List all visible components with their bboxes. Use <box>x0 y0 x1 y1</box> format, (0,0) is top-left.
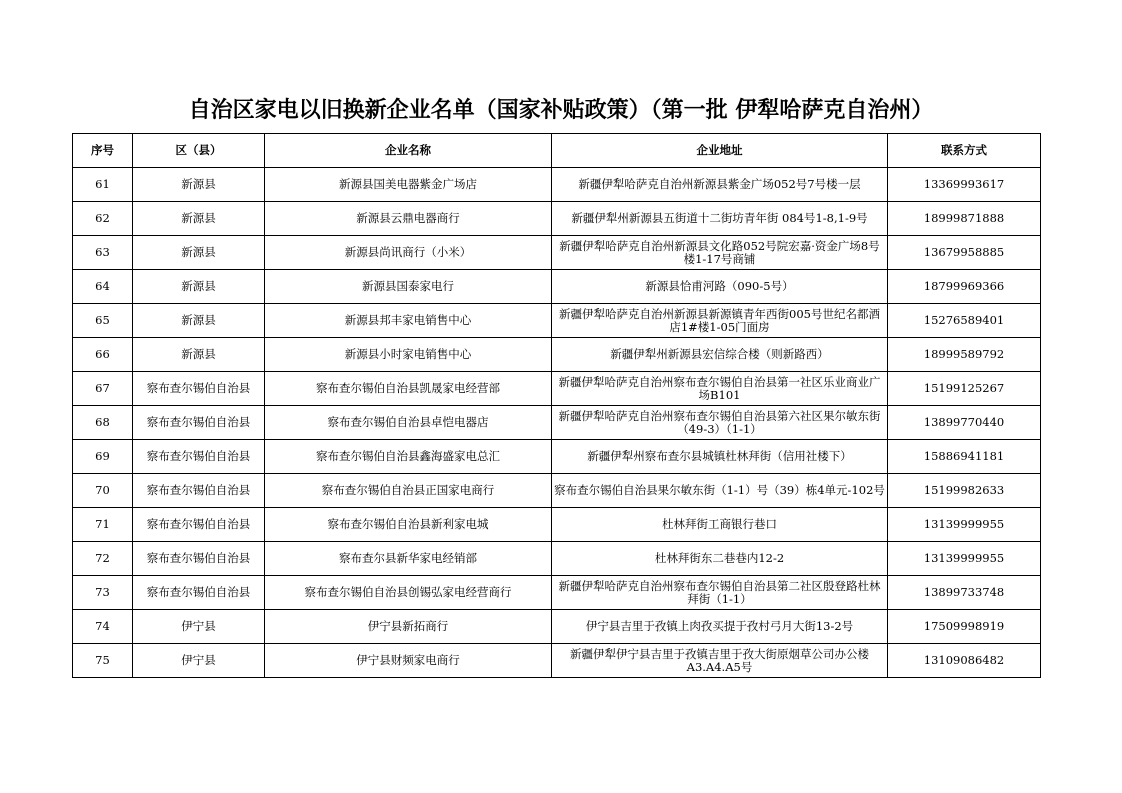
header-county: 区（县） <box>133 134 265 168</box>
table-row <box>73 576 1041 610</box>
cell-address: 新疆伊犁哈萨克自治州新源县紫金广场052号7号楼一层 <box>552 168 888 202</box>
cell-no: 72 <box>73 542 133 576</box>
page-title: 自治区家电以旧换新企业名单（国家补贴政策）（第一批 伊犁哈萨克自治州） <box>188 98 934 123</box>
cell-no: 73 <box>73 576 133 610</box>
cell-county: 察布查尔锡伯自治县 <box>133 474 265 508</box>
cell-phone: 15199125267 <box>888 372 1041 406</box>
cell-phone: 18999871888 <box>888 202 1041 236</box>
cell-county: 伊宁县 <box>133 610 265 644</box>
table-row <box>73 542 1041 576</box>
cell-phone: 18799969366 <box>888 270 1041 304</box>
cell-name: 察布查尔县新华家电经销部 <box>265 542 552 576</box>
cell-no: 67 <box>73 372 133 406</box>
cell-phone: 15276589401 <box>888 304 1041 338</box>
cell-address: 新疆伊犁哈萨克自治州新源县文化路052号院宏嘉·资金广场8号楼1-17号商铺 <box>552 236 888 270</box>
cell-county: 察布查尔锡伯自治县 <box>133 576 265 610</box>
cell-county: 察布查尔锡伯自治县 <box>133 406 265 440</box>
table-row <box>73 168 1041 202</box>
table-row <box>73 644 1041 678</box>
cell-county: 新源县 <box>133 338 265 372</box>
cell-county: 察布查尔锡伯自治县 <box>133 508 265 542</box>
cell-address: 新疆伊犁哈萨克自治州新源县新源镇青年西街005号世纪名都酒店1#楼1-05门面房 <box>552 304 888 338</box>
cell-name: 察布查尔锡伯自治县卓恺电器店 <box>265 406 552 440</box>
enterprise-table <box>72 133 1041 678</box>
cell-address: 新疆伊犁州新源县宏信综合楼（则新路西） <box>552 338 888 372</box>
cell-name: 察布查尔锡伯自治县创锡弘家电经营商行 <box>265 576 552 610</box>
header-row <box>73 134 1041 168</box>
cell-name: 察布查尔锡伯自治县鑫海盛家电总汇 <box>265 440 552 474</box>
table-row <box>73 338 1041 372</box>
cell-name: 新源县国泰家电行 <box>265 270 552 304</box>
cell-county: 新源县 <box>133 270 265 304</box>
cell-name: 新源县小时家电销售中心 <box>265 338 552 372</box>
cell-name: 新源县云鼎电器商行 <box>265 202 552 236</box>
cell-no: 62 <box>73 202 133 236</box>
cell-no: 63 <box>73 236 133 270</box>
cell-county: 新源县 <box>133 304 265 338</box>
table-row <box>73 372 1041 406</box>
header-address: 企业地址 <box>552 134 888 168</box>
cell-county: 新源县 <box>133 202 265 236</box>
cell-no: 71 <box>73 508 133 542</box>
cell-address: 新源县恰甫河路（090-5号） <box>552 270 888 304</box>
cell-phone: 15199982633 <box>888 474 1041 508</box>
table-row <box>73 406 1041 440</box>
cell-address: 新疆伊犁州新源县五街道十二街坊青年街 084号1-8,1-9号 <box>552 202 888 236</box>
cell-name: 新源县尚讯商行（小米） <box>265 236 552 270</box>
cell-name: 察布查尔锡伯自治县凯晟家电经营部 <box>265 372 552 406</box>
cell-no: 66 <box>73 338 133 372</box>
cell-no: 64 <box>73 270 133 304</box>
table-row <box>73 202 1041 236</box>
table-row <box>73 270 1041 304</box>
cell-county: 新源县 <box>133 168 265 202</box>
cell-phone: 17509998919 <box>888 610 1041 644</box>
cell-county: 新源县 <box>133 236 265 270</box>
table-row <box>73 304 1041 338</box>
cell-phone: 18999589792 <box>888 338 1041 372</box>
cell-phone: 13139999955 <box>888 542 1041 576</box>
cell-address: 察布查尔锡伯自治县果尔敏东街（1-1）号（39）栋4单元-102号 <box>552 474 888 508</box>
cell-address: 新疆伊犁伊宁县吉里于孜镇吉里于孜大街原烟草公司办公楼A3.A4.A5号 <box>552 644 888 678</box>
cell-no: 70 <box>73 474 133 508</box>
cell-county: 察布查尔锡伯自治县 <box>133 542 265 576</box>
cell-phone: 15886941181 <box>888 440 1041 474</box>
header-no: 序号 <box>73 134 133 168</box>
table-row <box>73 474 1041 508</box>
cell-name: 伊宁县财频家电商行 <box>265 644 552 678</box>
cell-address: 新疆伊犁哈萨克自治州察布查尔锡伯自治县第一社区乐业商业广场B101 <box>552 372 888 406</box>
cell-phone: 13899770440 <box>888 406 1041 440</box>
cell-no: 69 <box>73 440 133 474</box>
cell-county: 察布查尔锡伯自治县 <box>133 372 265 406</box>
cell-phone: 13679958885 <box>888 236 1041 270</box>
cell-phone: 13109086482 <box>888 644 1041 678</box>
table-row <box>73 508 1041 542</box>
cell-phone: 13369993617 <box>888 168 1041 202</box>
cell-address: 新疆伊犁哈萨克自治州察布查尔锡伯自治县第六社区果尔敏东街（49-3）（1-1） <box>552 406 888 440</box>
cell-no: 65 <box>73 304 133 338</box>
cell-name: 察布查尔锡伯自治县新利家电城 <box>265 508 552 542</box>
cell-name: 新源县国美电器紫金广场店 <box>265 168 552 202</box>
cell-address: 伊宁县吉里于孜镇上肉孜买提于孜村弓月大街13-2号 <box>552 610 888 644</box>
table-row <box>73 610 1041 644</box>
cell-name: 伊宁县新拓商行 <box>265 610 552 644</box>
cell-address: 新疆伊犁哈萨克自治州察布查尔锡伯自治县第二社区殷登路杜林拜街（1-1） <box>552 576 888 610</box>
header-name: 企业名称 <box>265 134 552 168</box>
cell-county: 伊宁县 <box>133 644 265 678</box>
cell-no: 61 <box>73 168 133 202</box>
cell-no: 75 <box>73 644 133 678</box>
cell-county: 察布查尔锡伯自治县 <box>133 440 265 474</box>
cell-name: 新源县邦丰家电销售中心 <box>265 304 552 338</box>
cell-phone: 13899733748 <box>888 576 1041 610</box>
cell-phone: 13139999955 <box>888 508 1041 542</box>
cell-no: 74 <box>73 610 133 644</box>
cell-address: 杜林拜街工商银行巷口 <box>552 508 888 542</box>
cell-no: 68 <box>73 406 133 440</box>
table-row <box>73 440 1041 474</box>
table-row <box>73 236 1041 270</box>
cell-address: 杜林拜街东二巷巷内12-2 <box>552 542 888 576</box>
header-phone: 联系方式 <box>888 134 1041 168</box>
cell-name: 察布查尔锡伯自治县正国家电商行 <box>265 474 552 508</box>
cell-address: 新疆伊犁州察布查尔县城镇杜林拜街（信用社楼下） <box>552 440 888 474</box>
